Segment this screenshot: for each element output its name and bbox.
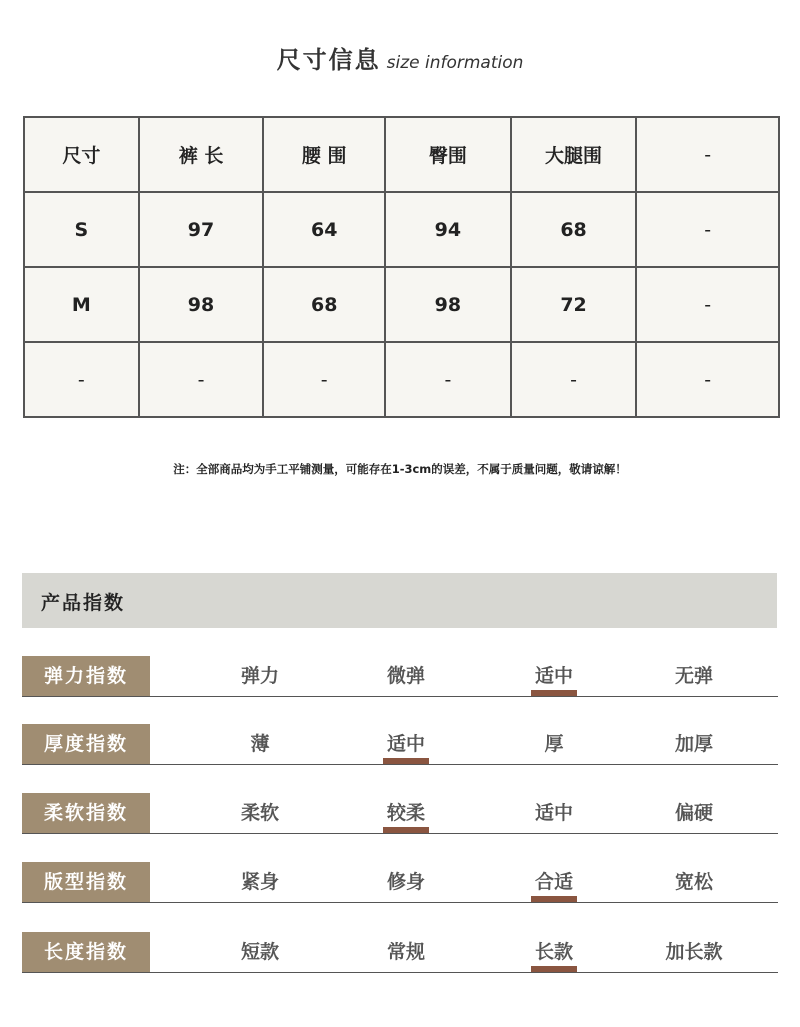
table-row (24, 192, 779, 267)
index-option (356, 793, 456, 833)
header-cell: - (636, 117, 779, 192)
table-cell: - (24, 342, 139, 417)
table-cell: 98 (139, 267, 264, 342)
index-label: 柔软指数 (22, 793, 150, 833)
index-label: 版型指数 (22, 862, 150, 902)
index-option-label: 加长款 (665, 941, 723, 963)
index-row (22, 793, 778, 834)
index-option-label: 微弹 (386, 665, 425, 687)
page-title (0, 40, 800, 75)
table-cell: - (263, 342, 385, 417)
index-option-label: 弹力 (240, 665, 279, 687)
index-option-label: 无弹 (674, 665, 713, 687)
table-cell: 98 (385, 267, 511, 342)
index-option-label: 加厚 (674, 733, 713, 755)
title-en: size information (386, 53, 524, 73)
index-option (356, 724, 456, 764)
table-header-row (24, 117, 779, 192)
selected-marker (531, 690, 577, 696)
index-row (22, 656, 778, 697)
index-option-label: 宽松 (674, 871, 713, 893)
table-cell: 68 (511, 192, 637, 267)
index-option (504, 932, 604, 972)
table-row (24, 342, 779, 417)
table-cell: M (24, 267, 139, 342)
index-option (644, 793, 744, 833)
table-cell: 97 (139, 192, 264, 267)
selected-marker (383, 827, 429, 833)
header-cell: 大腿围 (511, 117, 637, 192)
index-option (210, 932, 310, 972)
index-row (22, 724, 778, 765)
header-cell: 裤 长 (139, 117, 264, 192)
index-option-label: 偏硬 (674, 802, 713, 824)
index-option-label: 常规 (386, 941, 425, 963)
table-cell: - (636, 342, 779, 417)
table-cell: 64 (263, 192, 385, 267)
index-option (644, 932, 744, 972)
table-cell: 68 (263, 267, 385, 342)
index-option-label: 紧身 (240, 871, 279, 893)
indices-title: 产品指数 (41, 592, 126, 614)
index-option (356, 656, 456, 696)
indices-header (22, 573, 777, 628)
index-option (504, 862, 604, 902)
index-option (644, 724, 744, 764)
index-option-label: 修身 (386, 871, 425, 893)
index-row (22, 932, 778, 973)
index-option (210, 862, 310, 902)
index-option-label: 适中 (534, 802, 573, 824)
index-option-label: 柔软 (240, 802, 279, 824)
index-option (644, 862, 744, 902)
header-cell: 腰 围 (263, 117, 385, 192)
table-cell: 72 (511, 267, 637, 342)
table-row (24, 267, 779, 342)
index-option-label: 厚 (544, 733, 564, 755)
index-row (22, 862, 778, 903)
header-cell: 臀围 (385, 117, 511, 192)
index-option (644, 656, 744, 696)
table-cell: - (636, 192, 779, 267)
table-cell: - (385, 342, 511, 417)
index-option (210, 724, 310, 764)
table-cell: 94 (385, 192, 511, 267)
index-option-label: 适中 (534, 665, 573, 687)
measurement-note: 注：全部商品均为手工平铺测量，可能存在1-3cm的误差，不属于质量问题，敬请谅解！ (173, 462, 627, 476)
index-option (210, 793, 310, 833)
index-option (210, 656, 310, 696)
index-option-label: 薄 (250, 733, 270, 755)
table-cell: - (139, 342, 264, 417)
table-cell: S (24, 192, 139, 267)
index-option-label: 适中 (386, 733, 425, 755)
index-option (504, 793, 604, 833)
index-label: 长度指数 (22, 932, 150, 972)
index-option-label: 长款 (534, 941, 573, 963)
index-option (356, 932, 456, 972)
selected-marker (531, 966, 577, 972)
table-cell: - (636, 267, 779, 342)
index-option-label: 较柔 (386, 802, 425, 824)
index-option-label: 短款 (240, 941, 279, 963)
selected-marker (383, 758, 429, 764)
index-option-label: 合适 (534, 871, 573, 893)
index-option (504, 656, 604, 696)
index-label: 厚度指数 (22, 724, 150, 764)
title-cn: 尺寸信息 (276, 46, 381, 74)
header-cell: 尺寸 (24, 117, 139, 192)
selected-marker (531, 896, 577, 902)
index-option (356, 862, 456, 902)
table-cell: - (511, 342, 637, 417)
size-table (23, 116, 780, 418)
index-option (504, 724, 604, 764)
index-label: 弹力指数 (22, 656, 150, 696)
